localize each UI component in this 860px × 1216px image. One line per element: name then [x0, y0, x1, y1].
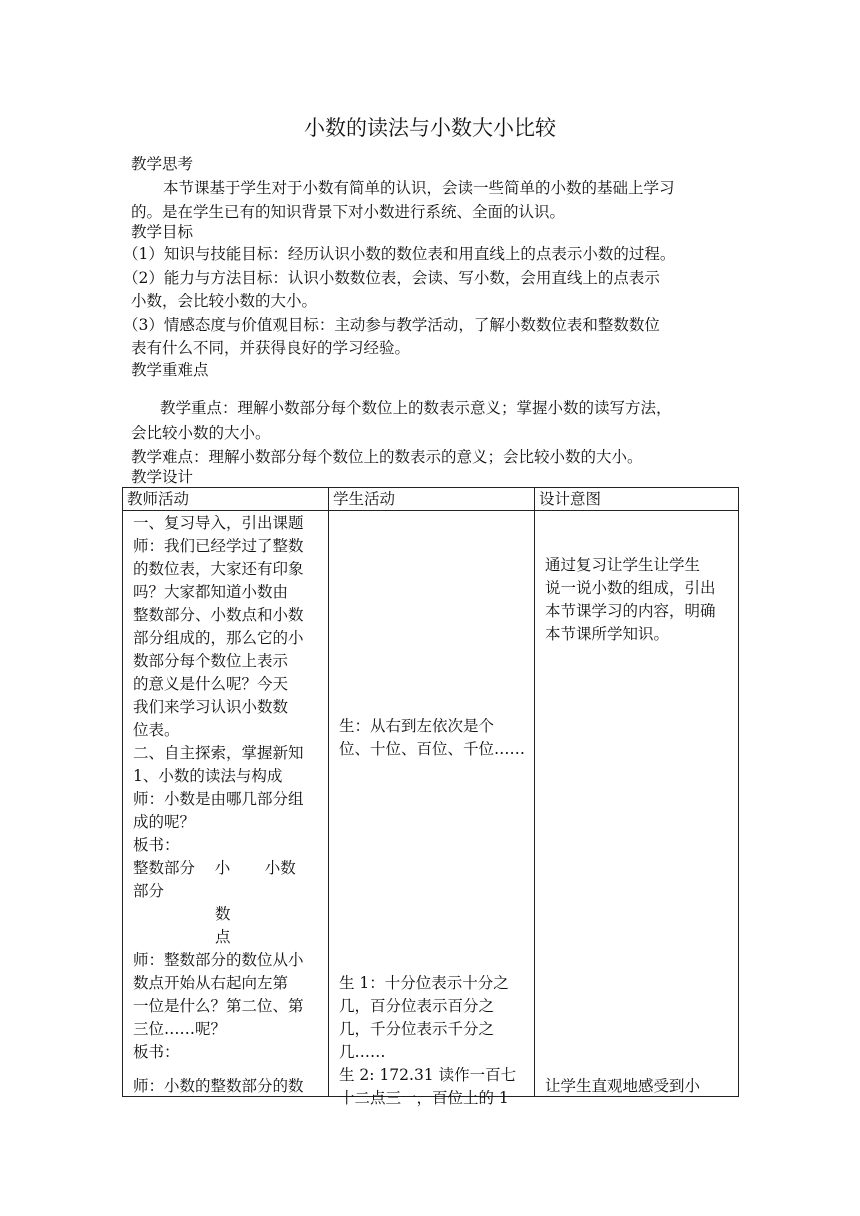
student-line: 生 1：十分位表示十分之 [339, 974, 509, 992]
goal-3-line-2: 表有什么不同，并获得良好的学习经验。 [131, 339, 411, 357]
teacher-line: 我们来学习认识小数数 [133, 698, 289, 716]
teacher-line: 吗？大家都知道小数由 [133, 583, 289, 601]
difficulty-point: 教学难点：理解小数部分每个数位上的数表示的意义；会比较小数的大小。 [131, 448, 643, 466]
student-line: 几，千分位表示千分之 [339, 1020, 495, 1038]
teaching-design-table [122, 487, 739, 1107]
goal-3-line-1: （3）情感态度与价值观目标：主动参与教学活动，了解小数数位表和整数数位 [123, 316, 660, 334]
teacher-line: 师：我们已经学过了整数 [133, 537, 304, 555]
key-point-line-2: 会比较小数的大小。 [131, 424, 271, 442]
section-heading-thinking: 教学思考 [131, 155, 194, 173]
intent-line: 通过复习让学生让学生 [545, 556, 701, 574]
goal-2-line-2: 小数，会比较小数的大小。 [131, 292, 318, 310]
teacher-line: 整数部分 小 小数 [133, 859, 296, 877]
teacher-line: 点 [215, 928, 231, 946]
goal-2-line-1: （2）能力与方法目标：认识小数数位表，会读、写小数，会用直线上的点表示 [123, 269, 660, 287]
design-intent-cell [535, 511, 739, 1097]
teacher-line: 一位是什么？第二位、第 [133, 997, 304, 1015]
teacher-line: 整数部分、小数点和小数 [133, 606, 304, 624]
goal-1: （1）知识与技能目标：经历认识小数的数位表和用直线上的点表示小数的过程。 [123, 245, 676, 263]
student-line: 几…… [339, 1043, 386, 1061]
table-header-row [123, 488, 739, 511]
teacher-line: 二、自主探索，掌握新知 [133, 744, 304, 762]
section-heading-key-points: 教学重难点 [131, 361, 209, 379]
teacher-line: 1、小数的读法与构成 [133, 767, 283, 785]
teacher-line: 数部分每个数位上表示 [133, 652, 289, 670]
teacher-line: 数 [215, 905, 231, 923]
teacher-line: 师：小数的整数部分的数 [133, 1077, 304, 1095]
teacher-line: 位表。 [133, 721, 180, 739]
page-title: 小数的读法与小数大小比较 [304, 116, 556, 140]
teacher-line: 板书： [133, 836, 180, 854]
student-line: 生：从右到左依次是个 [339, 717, 495, 735]
header-design-intent: 设计意图 [535, 488, 739, 511]
thinking-paragraph-line-1: 本节课基于学生对于小数有简单的认识，会读一些简单的小数的基础上学习 [163, 179, 675, 197]
intent-line: 让学生直观地感受到小 [545, 1077, 701, 1095]
student-line: 位、十位、百位、千位…… [339, 740, 526, 758]
teacher-line: 板书： [133, 1043, 180, 1061]
table-row [123, 511, 739, 1097]
intent-line: 说一说小数的组成，引出 [545, 579, 716, 597]
header-student-activity: 学生活动 [329, 488, 535, 511]
student-line: 生 2: 172.31 读作一百七 [339, 1066, 517, 1084]
key-point-line-1: 教学重点：理解小数部分每个数位上的数表示意义；掌握小数的读写方法， [160, 399, 672, 417]
teacher-line: 部分 [133, 882, 165, 900]
student-line: 十二点三一，百位上的 1 [339, 1089, 509, 1107]
intent-line: 本节课所学知识。 [545, 625, 670, 643]
teacher-activity-cell [123, 511, 329, 1097]
teacher-line: 部分组成的，那么它的小 [133, 629, 304, 647]
header-teacher-activity: 教师活动 [123, 488, 329, 511]
section-heading-goals: 教学目标 [131, 223, 194, 241]
teacher-line: 三位……呢？ [133, 1020, 227, 1038]
teacher-line: 师：整数部分的数位从小 [133, 951, 304, 969]
teacher-line: 的数位表，大家还有印象 [133, 560, 304, 578]
section-heading-design: 教学设计 [131, 468, 194, 486]
teacher-line: 的意义是什么呢？今天 [133, 675, 289, 693]
thinking-paragraph-line-2: 的。是在学生已有的知识背景下对小数进行系统、全面的认识。 [131, 203, 566, 221]
student-line: 几，百分位表示百分之 [339, 997, 495, 1015]
teacher-line: 成的呢？ [133, 813, 196, 831]
teacher-line: 师：小数是由哪几部分组 [133, 790, 304, 808]
teacher-line: 一、复习导入，引出课题 [133, 514, 304, 532]
student-activity-cell [329, 511, 535, 1107]
teacher-line: 数点开始从右起向左第 [133, 974, 289, 992]
intent-line: 本节课学习的内容，明确 [545, 602, 716, 620]
